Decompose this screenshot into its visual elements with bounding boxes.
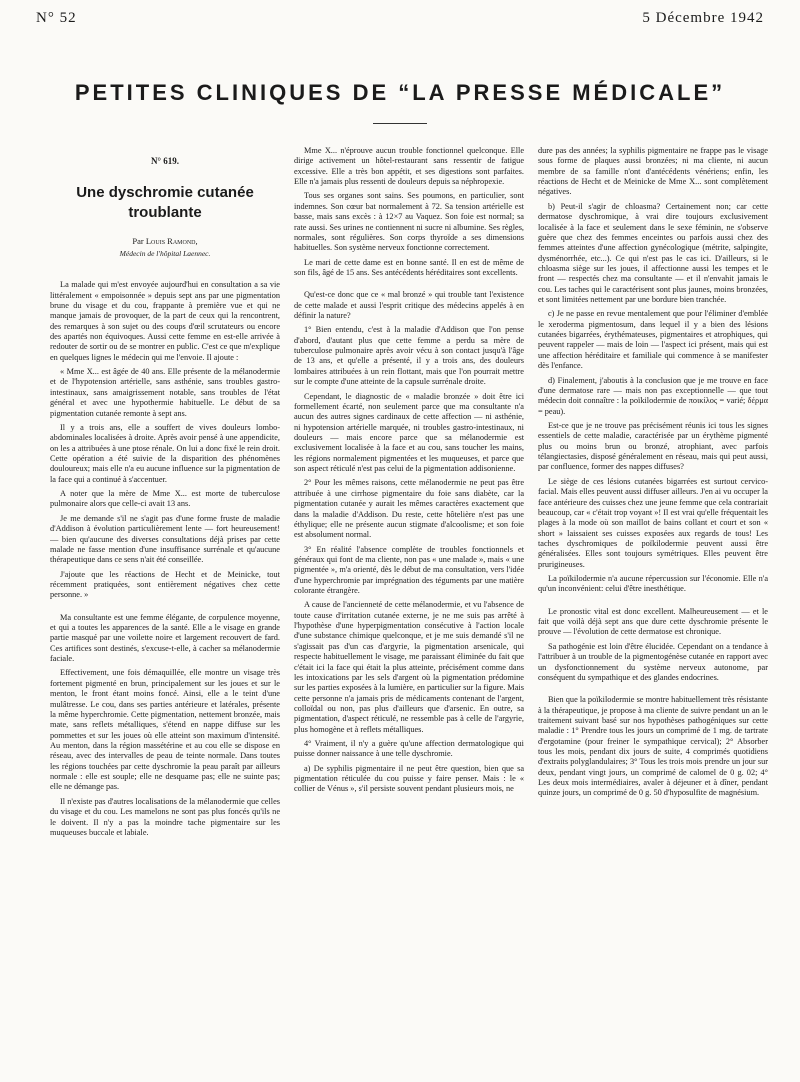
paragraph: J'ajoute que les réactions de Hecht et de Meinicke, tout récemment pratiquées, sont entièrement négatives chez cette personne. » [50,569,280,600]
paragraph: 2° Pour les mêmes raisons, cette mélanodermie ne peut pas être attribuée à une cirrhose pigmentaire du foie sans diabète, car la pigmentation cutanée y aurait les mêmes caractères exactement que dans la maladie d'Addison. Du reste, cette hôtelière n'est pas une éthylique; elle ne présente aucun stigmate d'alcoolisme; et son foie est absolument normal. [294,478,524,540]
issue-date: 5 Décembre 1942 [642,10,764,26]
byline [50,236,280,247]
paragraph: Sa pathogénie est loin d'être élucidée. Cependant on a tendance à l'attribuer à un trouble de la pigmentogénèse cutanée en rapport avec un dysfonctionnement du système nerveux autonome, par conséquent du sympathique et des glandes endocrines. [538,641,768,682]
paragraph: Le mari de cette dame est en bonne santé. Il en est de même de son fils, âgé de 15 ans. Ses antécédents héréditaires sont excellents. [294,257,524,277]
column-1 [50,146,280,1066]
paragraph: d) Finalement, j'aboutis à la conclusion que je me trouve en face d'une dermatose rare — mais non pas exceptionnelle — que tout médecin doit connaître : la poïkilodermie de ποικίλος = varié; δέρμα = peau). [538,375,768,416]
paragraph: Qu'est-ce donc que ce « mal bronzé » qui trouble tant l'existence de cette malade et aussi l'esprit critique des médecins appelés à en définir la nature? [294,290,524,321]
title-divider [373,123,427,124]
paragraph: Effectivement, une fois démaquillée, elle montre un visage très fortement pigmenté en brun, principalement sur les joues et sur le menton, le front étant moins foncé. Ainsi, elle a le teint d'une mulâtresse. Le cou, dans ses parties antérieure et latérales, présente la même hyperchromie. Cette pigmentation, nettement bronzée, mais mate, sans reflets métalliques, s'étend en nappe diffuse sur les pommettes et sur les joues où elle atteint son maximum d'intensité. Au menton, dans la région massétérine et au cou elle se dispose en réseau, avec des intervalles de peau de teinte normale. Dans toutes les régions touchées par cette dyschromie la peau paraît par ailleurs normale : elle est souple; elle ne desquame pas; elle ne suinte pas; elle ne démange pas. [50,668,280,792]
paragraph: A noter que la mère de Mme X... est morte de tuberculose pulmonaire alors que celle-ci avait 13 ans. [50,489,280,509]
paragraph: Est-ce que je ne trouve pas précisément réunis ici tous les signes essentiels de cette maladie, caractérisée par un érythème pigmenté plus ou moins brun ou bronzé, atrophiant, avec parfois télangiectasies, disposé généralement en réseau, mais qui peut aussi, par confluence, former des nappes diffuses? [538,420,768,472]
paragraph: Le siège de ces lésions cutanées bigarrées est surtout cervico-facial. Mais elles peuvent aussi diffuser ailleurs. J'en ai vu occuper la face antérieure des cuisses chez une jeune femme que cela contrariait beaucoup, car « c'était trop voyant »! Il est vrai qu'elle fréquentait les plages à la mode où son maillot de bains collant et court et son « short » laissaient ses cuisses exposées aux regards de tous! Les taches dyschromiques de poïkilodermie peuvent aussi être généralisées. Elles sont toujours symétriques. Elles peuvent être prurigineuses. [538,476,768,569]
paragraph: Je me demande s'il ne s'agit pas d'une forme fruste de maladie d'Addison à évolution particulièrement lente — fort heureusement! — bien qu'aucune des diverses consultations déjà prises par cette malade ne fasse mention d'une insuffisance surrénale et qu'aucune thérapeutique dans ce sens n'ait été conseillée. [50,513,280,565]
article-columns [50,146,768,1066]
paragraph: La poïkilodermie n'a aucune répercussion sur l'économie. Elle n'a qu'un inconvénient: celui d'être inesthétique. [538,574,768,594]
column-2 [294,146,524,1066]
column-3 [538,146,768,1066]
byline-prefix: Par [132,236,144,247]
paragraph: Bien que la poïkilodermie se montre habituellement très résistante à la thérapeutique, je propose à ma cliente de suivre pendant un an le traitement suivant basé sur nos hypothèses pathogéniques sur cette maladie : 1° Prendre tous les jours un comprimé de 1 mg. de tartrate d'ergotamine (pour freiner le sympathique cervical); 2° Absorber tous les mois, pendant dix jours de suite, 4 comprimés quotidiens d'extraits polyglandulaires; 3° Tous les trois mois prendre un jour sur deux, pendant vingt jours, un comprimé de calomel de 0 g. 02; 4° Les deux mois intermédiaires, avaler à déjeuner et à dîner, pendant quinze jours, un comprimé de 0 g. 50 d'hyposulfite de magnésium. [538,695,768,798]
paragraph: Cependant, le diagnostic de « maladie bronzée » doit être ici formellement écarté, non seulement parce que ma consultante n'a aucun des autres signes cardinaux de cette affection — ni asthénie, ni hypotension artérielle marquée, ni troubles gastro-intestinaux, ni douleurs — mais encore parce que sa mélanodermie est exclusivement localisée à la face et au cou, sans toucher les mains, les régions normalement pigmentées et les muqueuses, et parce que son aspect réticulé n'est pas celui de la pigmentation addisonienne. [294,391,524,474]
article-title: Une dyschromie cutanée troublante [76,184,254,221]
paragraph: Mme X... n'éprouve aucun trouble fonctionnel quelconque. Elle dirige activement un hôtel-restaurant sans ressentir de fatigue excessive. Elle a très bon appétit, et ses digestions sont parfaites. Elle n'a jamais plus ressenti de douleurs depuis sa néphropexie. [294,146,524,187]
paragraph: 3° En réalité l'absence complète de troubles fonctionnels et généraux qui font de ma cliente, non pas « une malade », mais « une pigmentée », m'a orienté, dès le début de ma consultation, vers l'idée d'une hyperchromie par imprégnation des téguments par une matière colorante étrangère. [294,544,524,596]
paragraph: 1° Bien entendu, c'est à la maladie d'Addison que l'on pense d'abord, d'autant plus que cette femme a perdu sa mère de tuberculose pulmonaire après avoir vécu à son contact jusqu'à l'âge de 13 ans, et qu'elle a présenté, il y a trois ans, des douleurs lombaires attribuées à un rein flottant, mais que l'on pourrait mettre sur le compte d'une atteinte de la capsule surrénale droite. [294,325,524,387]
author-affiliation: Médecin de l'hôpital Laennec. [119,248,211,258]
paragraph: Le pronostic vital est donc excellent. Malheureusement — et le fait que voilà déjà sept ans que dure cette dyschromie présente le prouve — l'évolution de cette dermatose est chronique. [538,606,768,637]
section-title: PETITES CLINIQUES DE “LA PRESSE MÉDICALE” [74,80,726,105]
issue-number: N° 52 [36,10,77,26]
paragraph: c) Je ne passe en revue mentalement que pour l'éliminer d'emblée le xeroderma pigmentosum, dans lequel il y a bien des lésions cutanées bigarrées, érythémateuses, pigmentaires et atrophiques, qui peuvent rappeler — mais de loin — l'aspect ici présent, mais qui est une affection héréditaire et familiale qui commence à se manifester dès l'enfance. [538,309,768,371]
paragraph: Tous ses organes sont sains. Ses poumons, en particulier, sont indemnes. Son cœur bat normalement à 72. Sa tension artérielle est basse, mais sans excès : à 12×7 au Vaquez. Son foie est normal; sa rate aussi. Ses urines ne contiennent ni sucre ni albumine. Ses règles, normales, sont régulières. Son corps thyroïde a ses dimensions habituelles. Son système nerveux fonctionne correctement. [294,191,524,253]
page-header [36,10,764,34]
paragraph: Il n'existe pas d'autres localisations de la mélanodermie que celles du visage et du cou. Les mamelons ne sont pas plus foncés qu'ils ne le doivent. Il n'y a pas la moindre tache pigmentaire sur les muqueuses buccale et labiale. [50,796,280,837]
article-number: N° 619. [150,156,180,166]
author-name: Louis Ramond, [145,236,198,247]
paragraph: a) De syphilis pigmentaire il ne peut être question, bien que sa pigmentation réticulée du cou puisse y faire penser. Mais : le « collier de Vénus », s'il persiste souvent pendant plusieurs mois, ne [294,763,524,794]
paragraph: A cause de l'ancienneté de cette mélanodermie, et vu l'absence de toute cause d'irritation cutanée externe, je ne me suis pas arrêté à l'hypothèse d'une hyperpigmentation consécutive à l'action locale d'une substance chimique quelconque, et je me suis demandé s'il ne s'agissait pas d'un cas d'argyrie, la pigmentation arsenicale, qui respecte habituellement le visage, me paraissant éliminée du fait que c'était ici la face qui était la plus atteinte, précisément comme dans les intoxications par les sels d'argent où la pigmentation prédomine sur les parties exposées à la lumière, en particulier sur la figure. Mais cette personne n'a jamais pris de médicaments contenant de l'argent, colloïdal ou non, pas plus d'ailleurs que d'arsenic. En outre, sa pigmentation, d'aspect réticulé, ne ressemble pas à celle de l'argyrie, plus homogène et à reflets métalliques. [294,600,524,734]
paragraph: b) Peut-il s'agir de chloasma? Certainement non; car cette dermatose dyschromique, à vrai dire toujours exclusivement localisée à la face et seulement dans le sexe féminin, ne s'observe guère que chez des femmes enceintes ou parfois aussi chez des femmes atteintes d'une affection gynécologique (métrite, salpingite, dysménorrhée, etc...). Ce qui n'est pas le cas ici. D'ailleurs, si le chloasma siège sur les joues, il affectionne aussi les tempes et le front — respectés chez ma consultante — et il n'envahit jamais le cou. Les taches qui le caractérisent sont plus jaunes, moins bronzées, et sont limitées nettement par une bordure bien tranchée. [538,201,768,305]
paragraph: dure pas des années; la syphilis pigmentaire ne frappe pas le visage sous forme de plaques aussi bronzées; ni ma cliente, ni aucun membre de sa famille n'ont d'antécédents vénériens; enfin, les réactions de Hecht et de Meinicke de Mme X... sont complètement négatives. [538,146,768,197]
paragraph: 4° Vraiment, il n'y a guère qu'une affection dermatologique qui puisse donner naissance à une telle dyschromie. [294,739,524,759]
paragraph: La malade qui m'est envoyée aujourd'hui en consultation a sa vie littéralement « empoisonnée » depuis sept ans par une pigmentation brune du visage et du cou, frappante à première vue et qui ne manque jamais de provoquer, de la part de ceux qui la rencontrent, des remarques à son sujet ou des coups d'œil scrutateurs ou encore des apartés non équivoques. Aussi cette femme en est-elle arrivée à redouter de sortir ou de se montrer en public. C'est ce que m'explique en quelques lignes le médecin qui me l'envoie. Il ajoute : [50,280,280,362]
paragraph: Il y a trois ans, elle a souffert de vives douleurs lombo-abdominales localisées à droite. Après avoir pensé à une appendicite, on les a attribuées à une ptose rénale. On lui a donc fixé le rein droit. Cette opération a été suivie de la disparition des phénomènes douloureux; mais elle n'a eu aucune influence sur la pigmentation de la face qui a continué à s'accentuer. [50,422,280,484]
paragraph: « Mme X... est âgée de 40 ans. Elle présente de la mélanodermie et de l'hypotension artérielle, sans asthénie, sans troubles gastro-intestinaux, sans amaigrissement notable, sans troubles de l'état général et avec une hypothermie habituelle. Le début de sa pigmentation cutanée remonte à sept ans. [50,367,280,418]
paragraph: Ma consultante est une femme élégante, de corpulence moyenne, et qui a toutes les apparences de la santé. Elle a le visage en grande partie masqué par une voilette noire et largement recouvert de fard. Ces artifices sont destinés, s'excuse-t-elle, à cacher sa mélanodermie faciale. [50,612,280,664]
